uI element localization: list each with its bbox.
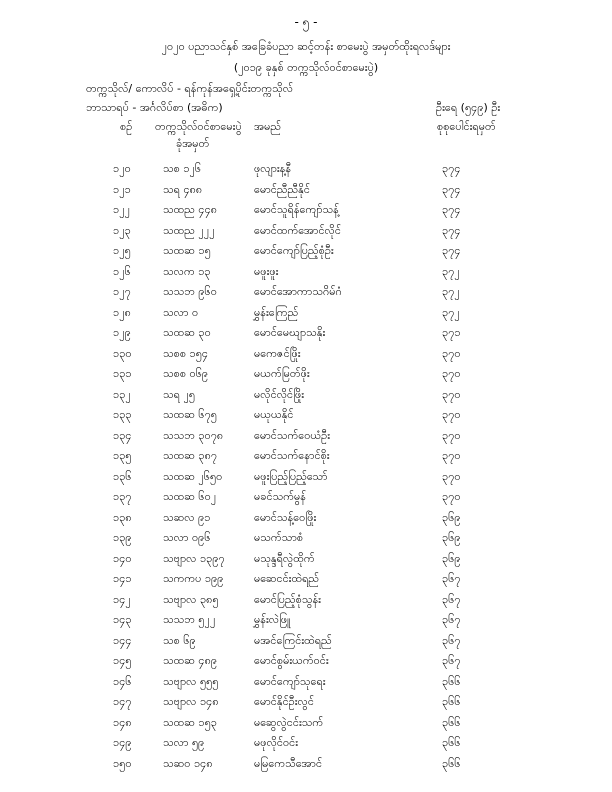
candidate-name: မောင်သက်ဝေယံဦး — [254, 428, 331, 442]
roll-number: သလာ ၀၉၆ — [163, 531, 211, 544]
total-marks: ၃၆၉ — [442, 510, 461, 524]
total-marks: ၃၇၀ — [442, 346, 461, 360]
row-number: ၁၄၆ — [113, 674, 132, 688]
table-row — [0, 162, 612, 183]
roll-number: သသဘ ၉၆၀ — [163, 285, 217, 298]
table-row — [0, 757, 612, 778]
table-row — [0, 429, 612, 450]
table-row — [0, 511, 612, 532]
total-marks: ၃၆၇ — [442, 572, 461, 585]
table-row — [0, 224, 612, 245]
candidate-name: မောင်သန့်ဝေဖြိုး — [254, 510, 317, 524]
total-marks: ၃၆၆ — [442, 715, 461, 729]
table-row — [0, 654, 612, 675]
roll-number: သစ ၆၉ — [163, 633, 196, 647]
total-marks: ၃၆၇ — [442, 654, 461, 667]
table-row — [0, 367, 612, 388]
row-number: ၁၃၆ — [113, 469, 132, 483]
roll-number: သလက ၁၃ — [163, 264, 211, 278]
row-number: ၁၄၅ — [113, 654, 132, 667]
row-number: ၁၃၅ — [113, 449, 132, 462]
roll-number: သထဆ ၁၅ — [163, 244, 211, 257]
roll-number: သသဘ ၅၂၂ — [163, 613, 216, 626]
table-row — [0, 265, 612, 286]
row-number: ၁၂၉ — [113, 326, 131, 339]
total-marks: ၃၇၄ — [442, 223, 461, 237]
row-number: ၁၂၇ — [113, 285, 131, 298]
table-row — [0, 244, 612, 265]
table-row — [0, 695, 612, 716]
candidate-name: မခင်သက်မွန် — [254, 490, 306, 503]
row-number: ၁၃၀ — [113, 346, 132, 360]
candidate-name: မွှန်းလဲဖြူ — [254, 613, 291, 626]
candidate-name: မောင်ကျော်သုရေး — [254, 674, 326, 688]
table-row — [0, 470, 612, 491]
roll-number: သဗျာလ ၅၅၅ — [163, 674, 219, 688]
results-table — [0, 162, 612, 777]
total-marks: ၃၇၀ — [442, 367, 461, 380]
row-number: ၁၂၀ — [113, 162, 131, 175]
roll-number: သဆလ ၉၁ — [163, 510, 211, 524]
roll-number: သထဆ ၂၆၅၀ — [163, 469, 223, 483]
row-number: ၁၄၁ — [113, 572, 132, 585]
column-header-roll-line2: ခုံအမှတ် — [176, 137, 210, 150]
table-row — [0, 449, 612, 470]
roll-number: သလာ ၅၉ — [163, 736, 205, 749]
row-number: ၁၂၂ — [113, 203, 130, 216]
total-marks: ၃၆၇ — [442, 592, 461, 606]
table-row — [0, 203, 612, 224]
university-label: တက္ကသိုလ်/ ကောလိပ် - ရန်ကုန်အရှေ့ပိုင်းတက္ကသိုလ် — [86, 82, 294, 95]
table-row — [0, 490, 612, 511]
candidate-name: မောင်သူရိန်ကျော်သန့် — [254, 203, 339, 216]
row-number: ၁၄၃ — [113, 613, 132, 626]
row-number: ၁၄၄ — [113, 633, 132, 647]
total-marks: ၃၆၉ — [442, 551, 461, 565]
row-number: ၁၃၃ — [113, 408, 132, 421]
roll-number: သထည ၂၂၂ — [163, 223, 215, 237]
total-marks: ၃၇၂ — [442, 264, 460, 278]
roll-number: သထည ၄၄၈ — [163, 203, 218, 216]
total-marks: ၃၆၇ — [442, 633, 461, 647]
total-marks: ၃၇၀ — [442, 469, 461, 483]
roll-number: သလာ ၀ — [163, 305, 199, 319]
candidate-name: မောင်စွမ်းယက်ဝင်း — [254, 654, 329, 667]
candidate-name: မောင်သက်နောင်စိုး — [254, 449, 330, 462]
total-marks: ၃၇၀ — [442, 428, 461, 442]
candidate-name: မွှန်းကြေည် — [254, 305, 299, 319]
row-number: ၁၂၃ — [113, 223, 131, 237]
roll-number: သဗျာလ ၁၄၈ — [163, 695, 219, 708]
candidate-name: မဖူးပြည့်ပြည့်သော် — [254, 469, 328, 483]
row-number: ၁၃၄ — [113, 428, 132, 442]
total-marks: ၃၇၀ — [442, 449, 461, 462]
table-row — [0, 531, 612, 552]
total-marks: ၃၇၀ — [442, 490, 461, 503]
candidate-name: မဖုလိုင်ဝင်း — [254, 736, 299, 749]
candidate-name: မမြကေသီအောင် — [254, 756, 323, 770]
candidate-name: မဆွေလွဲငင်းသက် — [254, 715, 324, 729]
table-row — [0, 347, 612, 368]
table-row — [0, 408, 612, 429]
column-header-name: အမည် — [254, 120, 282, 133]
candidate-name: မသုန္ဒရီလွဲထိုက် — [254, 551, 315, 565]
row-number: ၁၄၀ — [113, 551, 132, 565]
row-number: ၁၂၈ — [113, 305, 131, 319]
table-row — [0, 306, 612, 327]
total-marks: ၃၆၆ — [442, 736, 461, 749]
candidate-name: မောင်ကျော်ပြည့်စုံဦး — [254, 244, 334, 257]
candidate-name: မဖူးဖူး — [254, 264, 279, 278]
total-marks: ၃၆၆ — [442, 695, 461, 708]
total-marks: ၃၆၇ — [442, 613, 461, 626]
total-marks: ၃၇၂ — [442, 285, 460, 298]
candidate-name: မယုယနိုင် — [254, 408, 294, 421]
column-header-roll: တက္ကသိုလ်ဝင်စာမေးပွဲ — [155, 120, 242, 133]
document-title: ၂၀၂၀ ပညာသင်နှစ် အခြေခံပညာ ဆင့်တန်း စာမေးပွဲ အမှတ်ထိုးရလဒ်များ — [161, 40, 451, 53]
subject-label: ဘာသာရပ် - အင်္ဂလိပ်စာ (အဓိက) — [86, 101, 223, 114]
table-row — [0, 388, 612, 409]
table-row — [0, 613, 612, 634]
candidate-name: မောင်အောကာသဂိမ်ဂံ — [254, 285, 342, 298]
total-marks: ၃၇၀ — [442, 387, 461, 401]
roll-number: သထဆ ၃၈၇ — [163, 449, 218, 462]
total-marks: ၃၇၁ — [442, 326, 461, 339]
total-marks: ၃၆၆ — [442, 674, 461, 688]
roll-number: သထဆ ၁၅၃ — [163, 715, 217, 729]
total-marks: ၃၆၆ — [442, 756, 461, 770]
row-number: ၁၅၀ — [113, 756, 132, 770]
row-number: ၁၄၂ — [113, 592, 131, 606]
row-number: ၁၄၈ — [113, 715, 132, 729]
candidate-name: မအင်ကြေင်းထဲရည် — [254, 633, 332, 647]
row-number: ၁၂၆ — [113, 264, 131, 278]
row-number: ၁၃၈ — [113, 510, 132, 524]
roll-number: သဗျာလ ၃၈၅ — [163, 592, 219, 606]
total-marks: ၃၆၉ — [442, 531, 461, 544]
table-row — [0, 552, 612, 573]
roll-number: သဗျာလ ၁၃၉၇ — [163, 551, 225, 565]
roll-number: သဆ၀ ၁၄၈ — [163, 756, 213, 770]
total-marks: ၃၇၂ — [442, 305, 460, 319]
candidate-count: ဦးရေ (၅၄၉) ဦး — [436, 101, 501, 114]
roll-number: သစစ ၀၆၉ — [163, 367, 209, 380]
candidate-name: မယက်မြတ်ဖိုး — [254, 367, 310, 380]
candidate-name: မသက်သာစံ — [254, 531, 304, 544]
table-row — [0, 716, 612, 737]
row-number: ၁၃၉ — [113, 531, 132, 544]
total-marks: ၃၇၄ — [442, 244, 461, 257]
row-number: ၁၃၁ — [113, 367, 132, 380]
row-number: ၁၃၂ — [113, 387, 131, 401]
roll-number: သထဆ ၃၀ — [163, 326, 211, 339]
table-row — [0, 183, 612, 204]
candidate-name: မောင်ညီညီနိုင် — [254, 182, 310, 196]
table-row — [0, 736, 612, 757]
document-subtitle: (၂၀၁၉ ခုနှစ် တက္ကသိုလ်ဝင်စာမေးပွဲ) — [233, 61, 379, 74]
roll-number: သထဆ ၄၈၉ — [163, 654, 218, 667]
candidate-name: မောင်ထက်အောင်လိုင် — [254, 223, 341, 237]
table-row — [0, 675, 612, 696]
row-number: ၁၂၁ — [113, 182, 131, 196]
table-row — [0, 572, 612, 593]
roll-number: သသဘ ၃၀၇၈ — [163, 428, 224, 442]
row-number: ၁၄၉ — [113, 736, 132, 749]
candidate-name: မလိုင်လိုင်ဖြိုး — [254, 387, 305, 401]
roll-number: သထဆ ၆၀၂ — [163, 490, 217, 503]
roll-number: သထဆ ၆၇၅ — [163, 408, 217, 421]
roll-number: သကကပ ၁၉၉ — [163, 572, 224, 585]
column-header-no: စဉ် — [120, 120, 133, 133]
roll-number: သစ ၁၂၆ — [163, 162, 202, 175]
roll-number: သရ ၂၅ — [163, 387, 196, 401]
row-number: ၁၃၇ — [113, 490, 132, 503]
candidate-name: မောင်နိုင်ဦးလွင် — [254, 695, 314, 708]
page-number: - ၅ - — [294, 15, 318, 29]
roll-number: သစစ ၁၅၄ — [163, 346, 209, 360]
table-row — [0, 285, 612, 306]
candidate-name: မဆေငင်းထဲရည် — [254, 572, 320, 585]
row-number: ၁၂၅ — [113, 244, 131, 257]
table-row — [0, 326, 612, 347]
candidate-name: မောင်ပြည့်စုံသွန်း — [254, 592, 321, 606]
total-marks: ၃၇၄ — [442, 162, 461, 175]
table-row — [0, 593, 612, 614]
candidate-name: မကေဇင်ဖြိုး — [254, 346, 301, 360]
total-marks: ၃၇၀ — [442, 408, 461, 421]
candidate-name: ဖုလျားန့နီ — [254, 162, 292, 175]
total-marks: ၃၇၄ — [442, 203, 461, 216]
total-marks: ၃၇၄ — [442, 182, 461, 196]
candidate-name: မောင်မေဃျာသနိုး — [254, 326, 326, 339]
table-row — [0, 634, 612, 655]
roll-number: သရ ၄၈၈ — [163, 182, 203, 196]
row-number: ၁၄၇ — [113, 695, 132, 708]
column-header-marks: စုစုပေါင်းရမှတ် — [437, 120, 496, 133]
